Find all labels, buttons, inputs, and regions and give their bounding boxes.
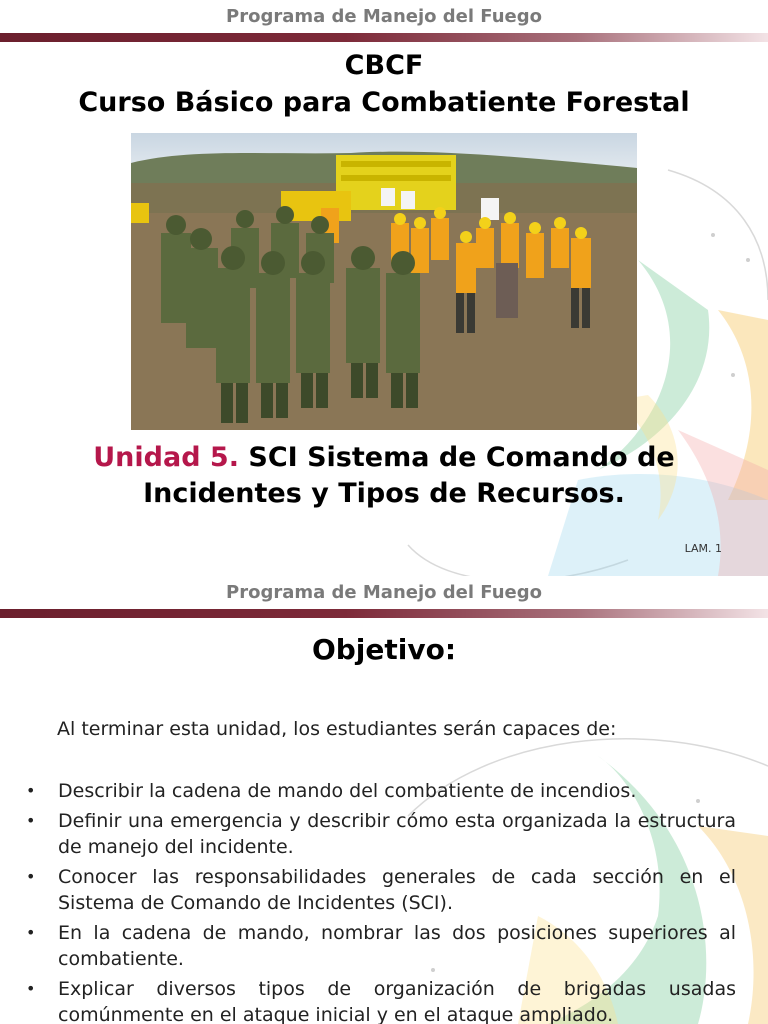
bullet-icon: • [26,979,36,998]
list-item-text: Describir la cadena de mando del combatiente de incendios. [58,780,637,802]
list-item [26,808,736,860]
brigade-photo [131,133,637,430]
list-item [26,976,736,1024]
list-item [26,920,736,972]
list-item [26,778,736,804]
unit-label: Unidad 5. [93,442,239,473]
objectives-title: Objetivo: [311,633,457,666]
objectives-intro: Al terminar esta unidad, los estudiantes serán capaces de: [57,718,617,740]
unit-heading [30,440,738,512]
list-item-text: Explicar diversos tipos de organización de brigadas usadas comúnmente en el ataque inicial y en el ataque ampliado. [58,978,736,1024]
header-bar [0,33,768,42]
list-item-text: En la cadena de mando, nombrar las dos posiciones superiores al combatiente. [58,922,736,970]
list-item [26,864,736,916]
bullet-icon: • [26,781,36,800]
list-item-text: Conocer las responsabilidades generales de cada sección en el Sistema de Comando de Incidentes (SCI). [58,866,736,914]
unit-title: SCI Sistema de Comando de Incidentes y Tipos de Recursos. [143,442,675,509]
header-bar [0,609,768,618]
brigade-photo-art [131,133,637,430]
slide-objectives [0,576,768,1024]
course-acronym: CBCF [344,50,424,81]
objectives-list [26,778,736,1024]
course-title: Curso Básico para Combatiente Forestal [78,87,690,118]
slide-number: LAM. 1 [684,542,722,555]
bullet-icon: • [26,923,36,942]
program-header: Programa de Manejo del Fuego [226,582,542,603]
bullet-icon: • [26,867,36,886]
list-item-text: Definir una emergencia y describir cómo esta organizada la estructura de manejo del incidente. [58,810,736,858]
program-header: Programa de Manejo del Fuego [226,6,542,27]
bullet-icon: • [26,811,36,830]
